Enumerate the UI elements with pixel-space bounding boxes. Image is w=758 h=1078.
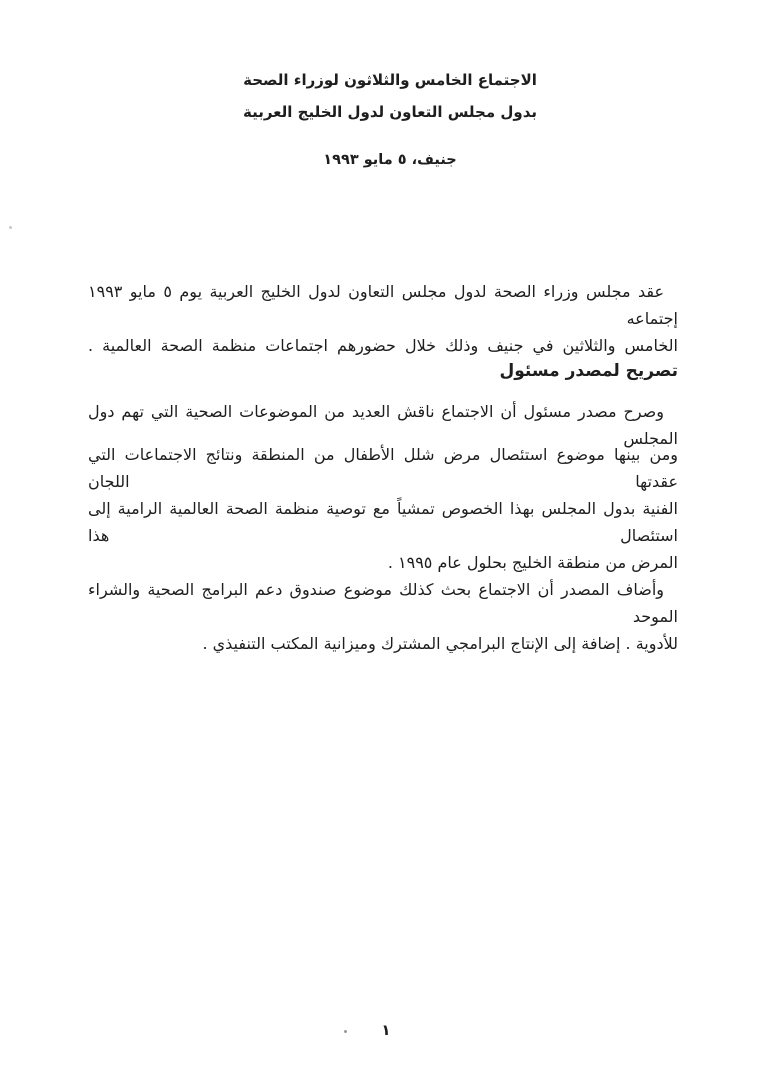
document-title-line-1: الاجتماع الخامس والثلاثون لوزراء الصحة: [243, 71, 537, 89]
scan-speck-left: [9, 226, 12, 229]
intro-paragraph-line-1: عقد مجلس وزراء الصحة لدول مجلس التعاون لدول الخليج العربية يوم ٥ مايو ١٩٩٣ إجتماعه: [88, 282, 678, 328]
document-title-line-2: بدول مجلس التعاون لدول الخليج العربية: [243, 103, 537, 121]
topics-paragraph-line-2: الفنية بدول المجلس بهذا الخصوص تمشياً مع توصية منظمة الصحة العالمية الرامية إلى استئصال هذا: [88, 499, 678, 545]
intro-paragraph: [88, 278, 678, 359]
document-dateline: جنيف، ٥ مايو ١٩٩٣: [323, 152, 457, 168]
section-heading-official-source-statement: تصريح لمصدر مسئول: [499, 361, 678, 381]
document-title-block: [22, 64, 758, 128]
scan-speck-bottom: [344, 1030, 347, 1033]
topics-and-additional-paragraphs: [88, 441, 678, 657]
intro-paragraph-line-2: الخامس والثلاثين في جنيف وذلك خلال حضورهم اجتماعات منظمة الصحة العالمية .: [88, 336, 678, 355]
statement-paragraph-line-1: وصرح مصدر مسئول أن الاجتماع ناقش العديد من الموضوعات الصحية التي تهم دول المجلس: [88, 402, 678, 448]
additional-paragraph-line-1: وأضاف المصدر أن الاجتماع بحث كذلك موضوع صندوق دعم البرامج الصحية والشراء الموحد: [88, 580, 678, 626]
topics-paragraph-line-1: ومن بينها موضوع استئصال مرض شلل الأطفال من المنطقة ونتائج الاجتماعات التي عقدتها اللجان: [88, 445, 678, 491]
additional-paragraph-line-2: للأدوية . إضافة إلى الإنتاج البرامجي المشترك وميزانية المكتب التنفيذي .: [202, 634, 678, 653]
page-number: ١: [381, 1021, 391, 1039]
topics-paragraph-line-3: المرض من منطقة الخليج بحلول عام ١٩٩٥ .: [387, 553, 678, 572]
